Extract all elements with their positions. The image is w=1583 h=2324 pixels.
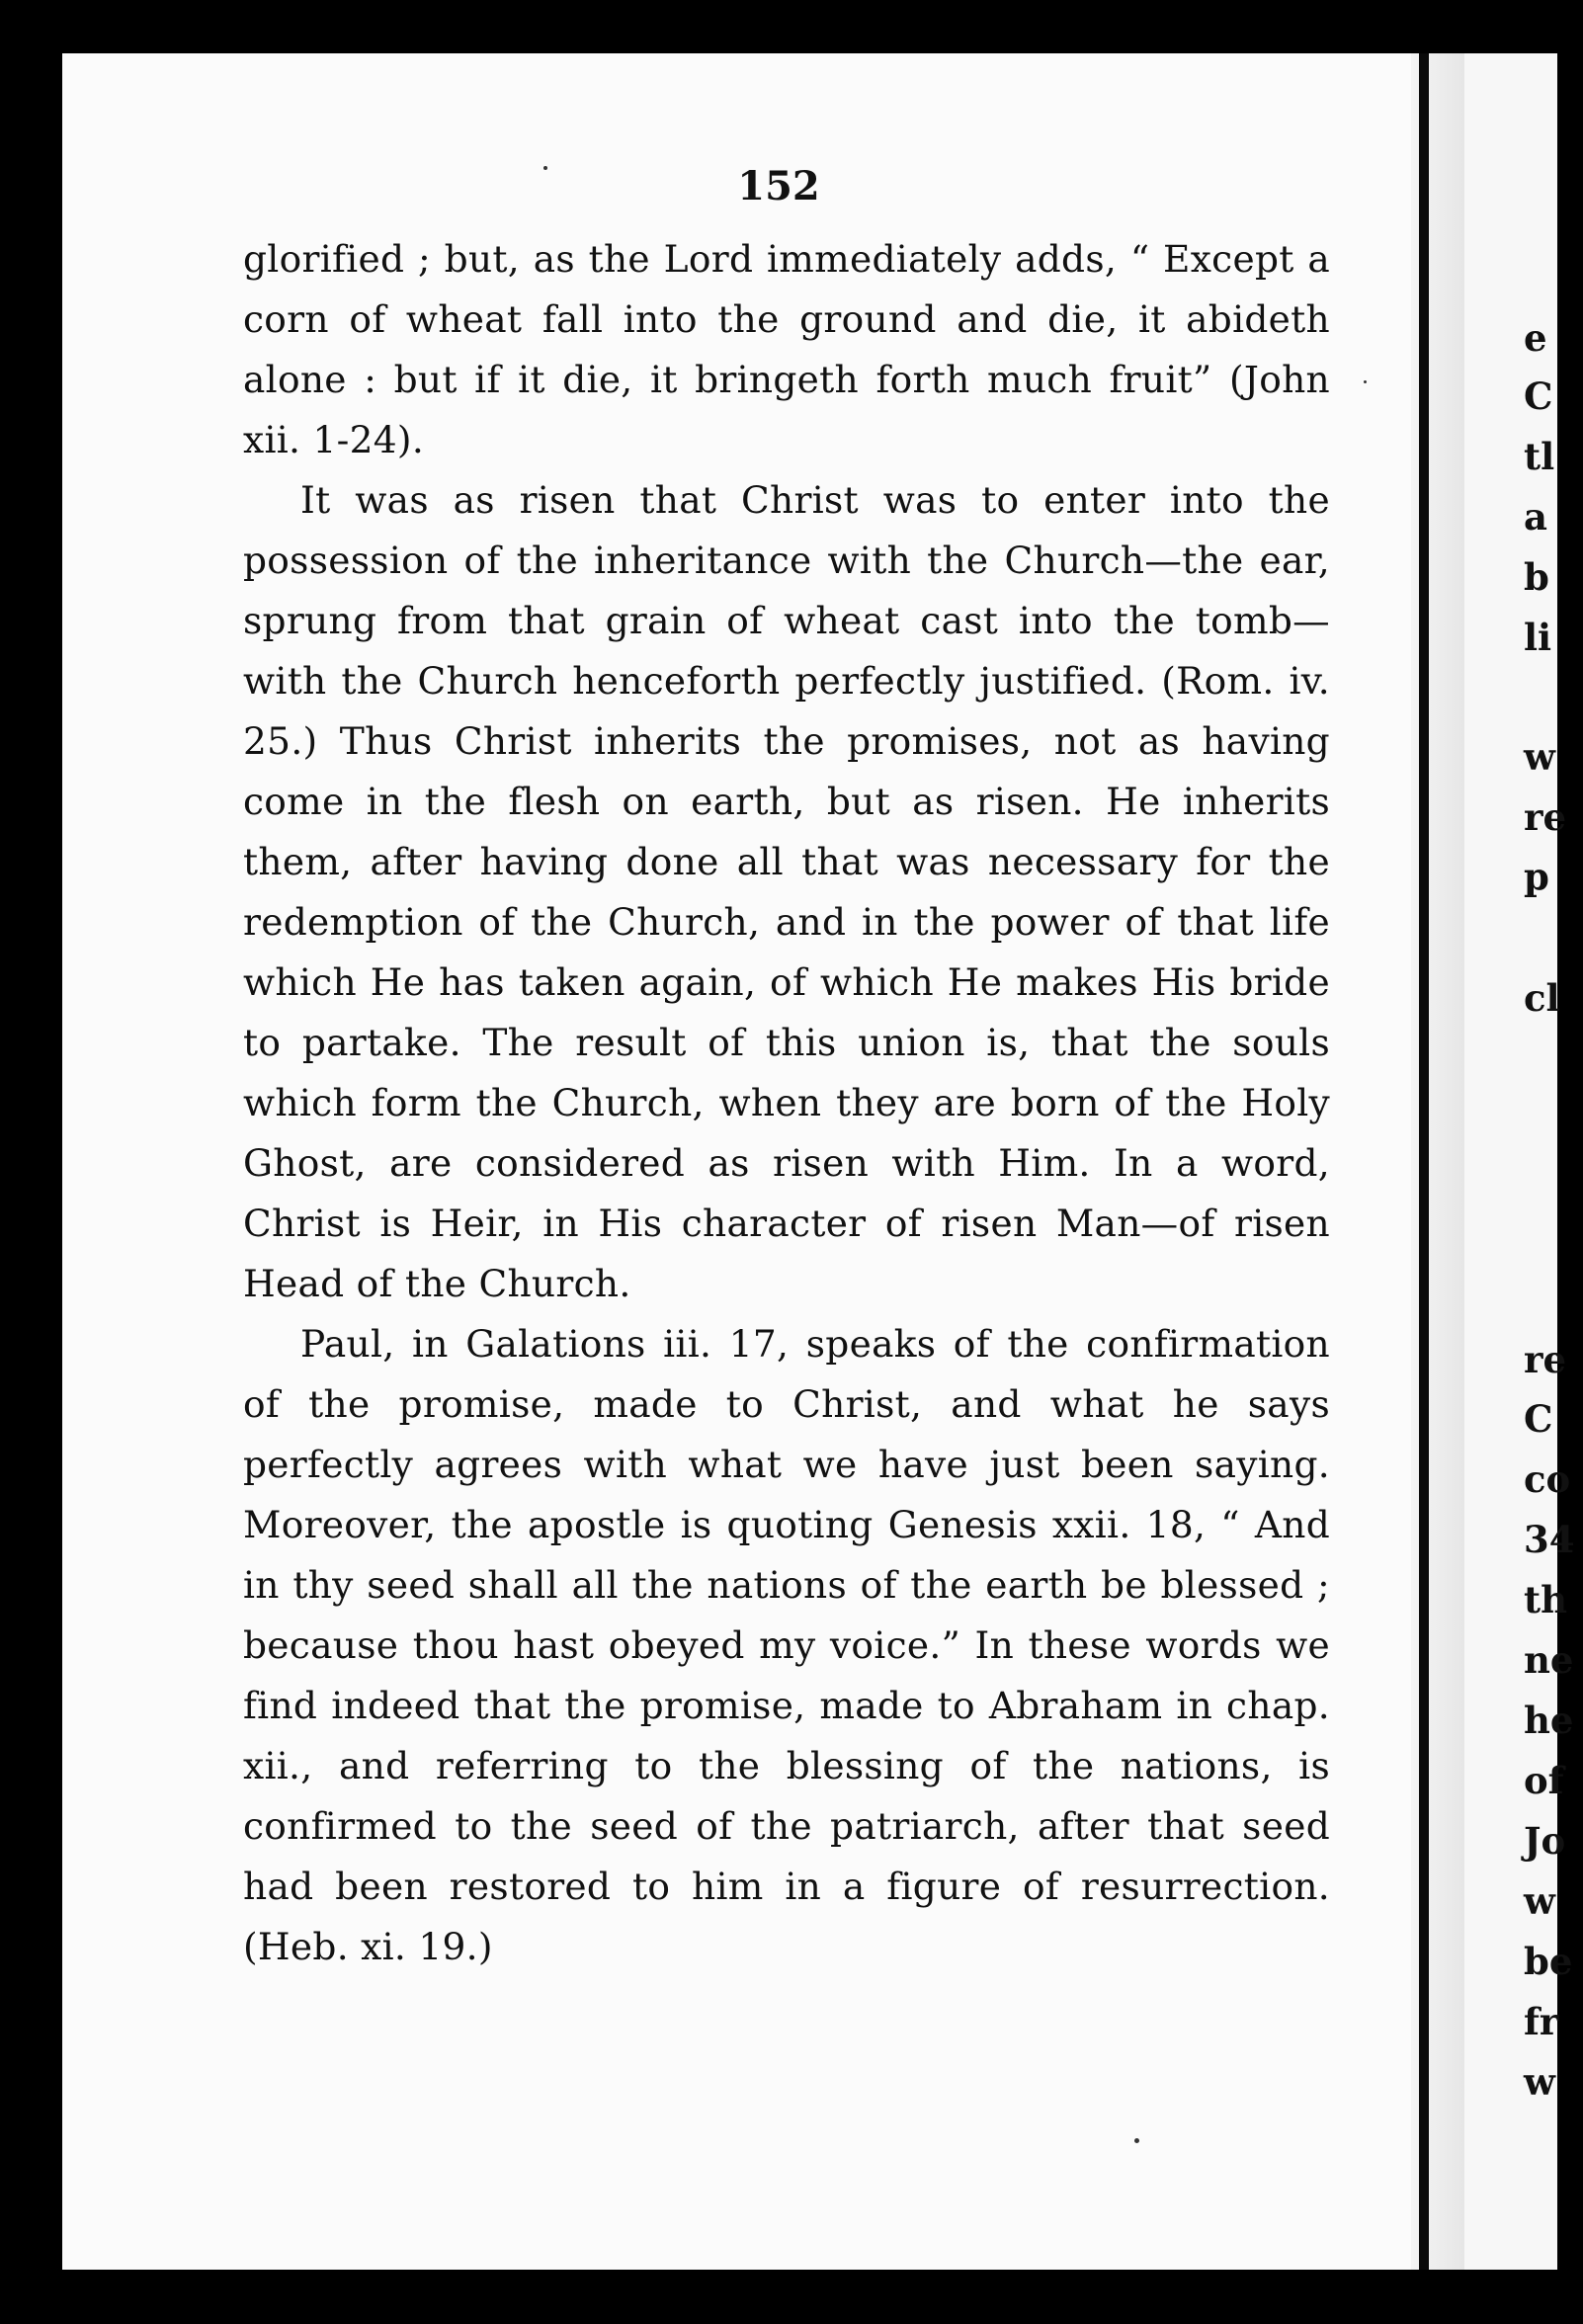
fragment: e xyxy=(1524,316,1547,360)
fragment: C xyxy=(1524,1397,1553,1441)
fragment: C xyxy=(1524,374,1553,418)
fragment: 34 xyxy=(1524,1518,1575,1561)
fragment: li xyxy=(1524,616,1552,659)
fragment: fr xyxy=(1524,2000,1559,2043)
body-text xyxy=(243,229,1330,1977)
fragment: of xyxy=(1524,1759,1564,1802)
fragment: co xyxy=(1524,1457,1571,1501)
fragment: th xyxy=(1524,1578,1567,1621)
fragment: re xyxy=(1524,795,1567,839)
fragment: he xyxy=(1524,1699,1574,1742)
fragment: cl xyxy=(1524,976,1560,1020)
scan-speck xyxy=(1364,380,1367,383)
fragment: w xyxy=(1524,735,1555,779)
scan-speck xyxy=(543,166,547,170)
book-spine-shadow xyxy=(1419,53,1429,2270)
fragment: re xyxy=(1524,1338,1567,1381)
paragraph-3: Paul, in Galations iii. 17, speaks of the confirmation of the promise, made to Christ, and what he says perfectly agrees with what we have just been saying. Moreover, the apostle is quoting Genesis xxii. 18, “ And in thy seed shall all the nations of the earth be blessed ; because thou hast obeyed my voice.” In these words we find indeed that the promise, made to Abraham in chap. xii., and referring to the blessing of the nations, is confirmed to the seed of the patriarch, after that seed had been restored to him in a figure of resurrection. (Heb. xi. 19.) xyxy=(243,1322,1330,1968)
fragment: be xyxy=(1524,1940,1573,1983)
fragment: b xyxy=(1524,555,1549,599)
fragment: tl xyxy=(1524,435,1555,478)
fragment: Jo xyxy=(1524,1819,1566,1863)
paragraph-1: glorified ; but, as the Lord immediately adds, “ Except a corn of wheat fall into the ground and die, it abideth alone : but if it die, it bringeth forth much fruit” (John xii. 1-24). xyxy=(243,237,1330,461)
fragment: a xyxy=(1524,495,1547,539)
fragment: ne xyxy=(1524,1638,1574,1682)
fragment: w xyxy=(1524,1879,1555,1923)
page-number: 152 xyxy=(737,163,820,209)
scan-speck xyxy=(1134,2138,1139,2143)
paragraph-2: It was as risen that Christ was to enter into the possession of the inheritance with the Church—the ear, sprung from that grain of wheat cast into the tomb—with the Church henceforth perfectly justified. (Rom. iv. 25.) Thus Christ inherits the promises, not as having come in the flesh on earth, but as risen. He inherits them, after having done all that was necessary for the redemption of the Church, and in the power of that life which He has taken again, of which He makes His bride to partake. The result of this union is, that the souls which form the Church, when they are born of the Holy Ghost, are considered as risen with Him. In a word, Christ is Heir, in His character of risen Man—of risen Head of the Church. xyxy=(243,478,1330,1305)
fragment: p xyxy=(1524,855,1549,898)
fragment: w xyxy=(1524,2060,1555,2104)
